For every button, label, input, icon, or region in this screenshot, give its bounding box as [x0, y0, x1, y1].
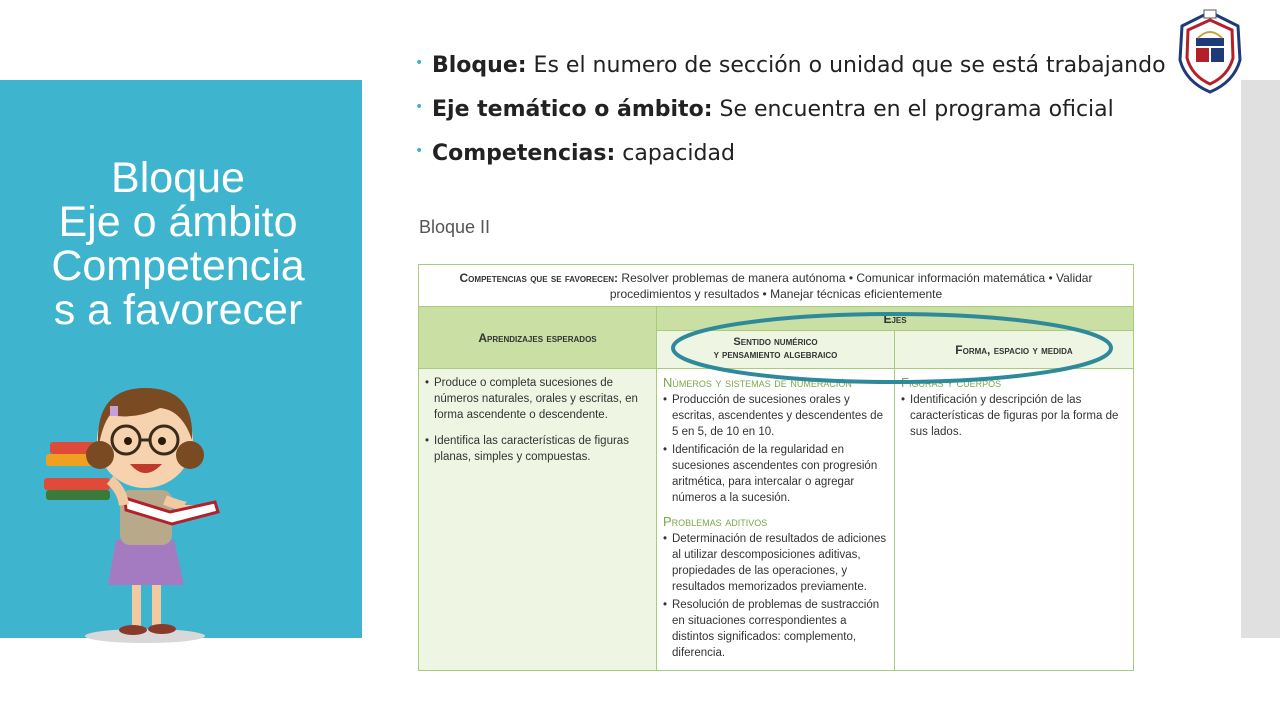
term: Eje temático o ámbito: — [432, 97, 713, 122]
section-heading: Números y sistemas de numeración — [663, 375, 852, 390]
header-text: Aprendizajes esperados — [478, 331, 597, 345]
competencias-row — [419, 265, 1133, 307]
definition: Se encuentra en el programa oficial — [712, 97, 1114, 122]
list-item — [415, 140, 1205, 167]
list-item: • Determinación de resultados de adiciones al utilizar descomposiciones aditivas, propiedades de las operaciones, y resultados memorizados previamente. — [663, 531, 888, 595]
bullet-icon: • — [415, 143, 424, 159]
cartoon-girl-illustration — [40, 370, 230, 645]
section-heading: Figuras y cuerpos — [901, 375, 1002, 390]
forma-column — [895, 369, 1133, 670]
competencias-text: Resolver problemas de manera autónoma • Comunicar información matemática • Validar procedimientos y resultados • Manejar técnicas eficientemente — [609, 271, 1093, 301]
term: Bloque: — [432, 53, 527, 78]
bloque-label: Bloque II — [419, 217, 491, 237]
aprendizajes-header — [419, 307, 657, 369]
list-item: • Identificación y descripción de las características de figuras por la forma de sus lados. — [901, 392, 1127, 440]
header-text: Ejes — [883, 312, 907, 326]
list-item: • Produce o completa sucesiones de números naturales, orales y escritas, en forma ascendente o descendente. — [425, 375, 650, 423]
header-text: Sentido numérico — [733, 336, 818, 348]
title-line: Bloque — [111, 154, 245, 202]
aprendizajes-column — [419, 369, 657, 670]
definition-list — [415, 52, 1205, 184]
header-text: Forma, espacio y medida — [955, 343, 1073, 357]
title-line: Eje o ámbito — [58, 198, 298, 246]
sentido-column — [657, 369, 895, 670]
term: Competencias: — [432, 141, 616, 166]
list-item: • Resolución de problemas de sustracción en situaciones correspondientes a distintos significados: complemento, diferencia. — [663, 597, 888, 661]
highlight-oval — [670, 312, 1118, 388]
definition: capacidad — [615, 141, 735, 166]
right-decor-panel — [1241, 80, 1280, 638]
list-item: • Identificación de la regularidad en sucesiones ascendentes con progresión aritmética, para intercalar o agregar números a la sucesión. — [663, 442, 888, 506]
competencias-label: Competencias que se favorecen: — [459, 271, 619, 285]
list-item — [415, 96, 1205, 123]
section-heading: Problemas aditivos — [663, 514, 768, 529]
list-item — [415, 52, 1205, 79]
definition: Es el numero de sección o unidad que se está trabajando — [526, 53, 1166, 78]
header-text: y pensamiento algebraico — [713, 349, 838, 361]
slide-title — [18, 156, 338, 332]
bullet-icon: • — [415, 55, 424, 71]
list-item: • Identifica las características de figuras planas, simples y compuestas. — [425, 433, 650, 465]
title-line: s a favorecer — [53, 286, 303, 334]
title-line: Competencia — [51, 242, 305, 290]
list-item: • Producción de sucesiones orales y escritas, ascendentes y descendentes de 5 en 5, de 10 en 10. — [663, 392, 888, 440]
bullet-icon: • — [415, 99, 424, 115]
